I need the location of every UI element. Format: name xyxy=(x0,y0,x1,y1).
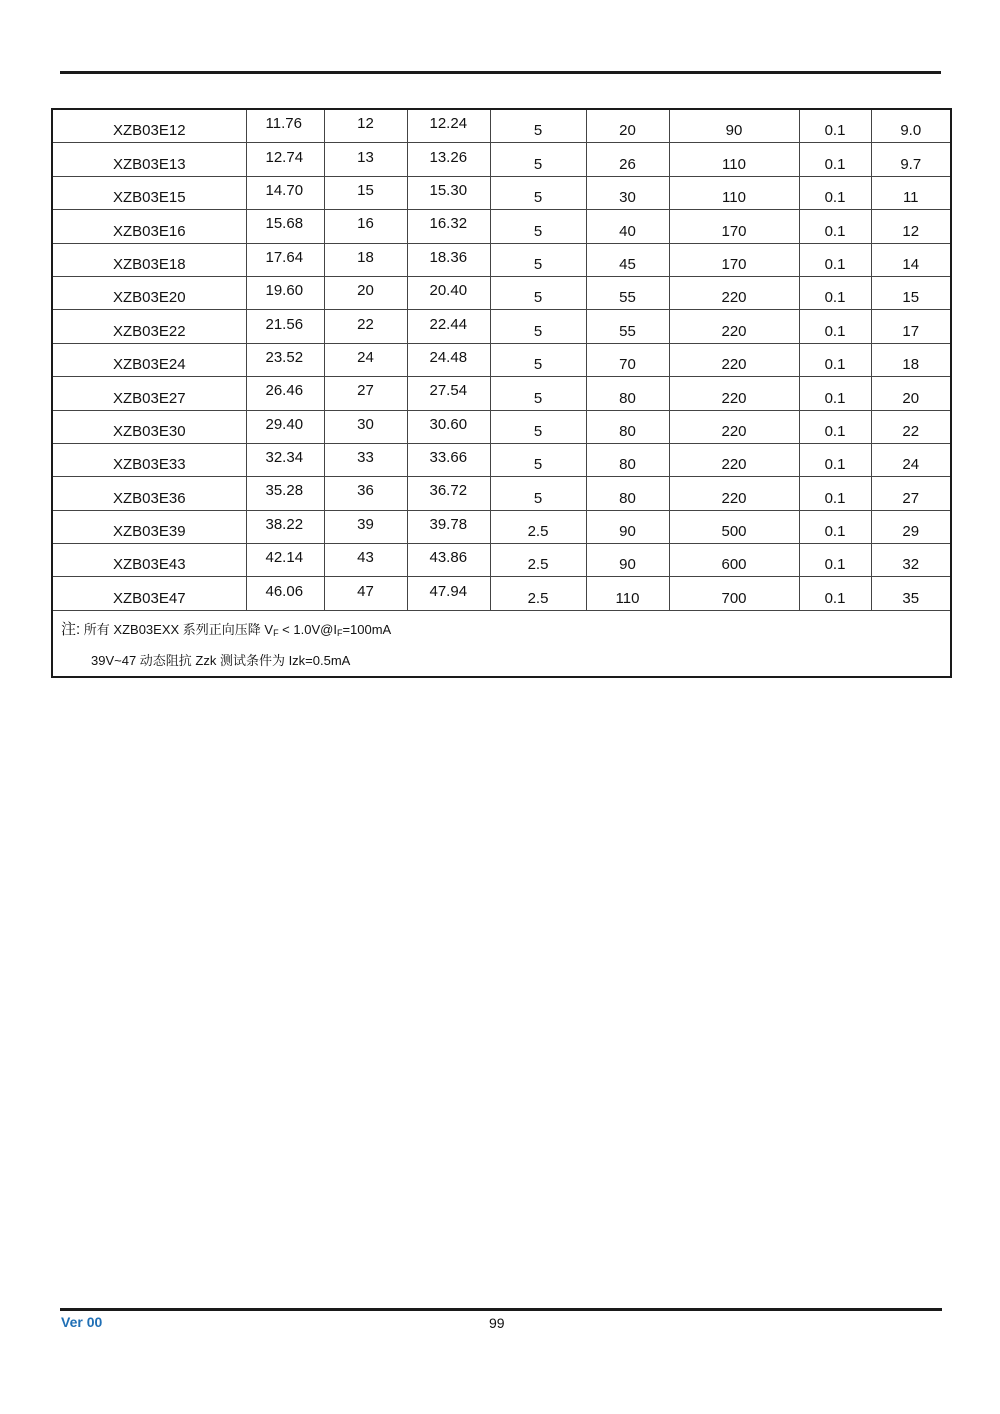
table-cell: 12 xyxy=(324,109,407,143)
page-number: 99 xyxy=(489,1315,505,1331)
table-cell: 12.74 xyxy=(246,143,324,176)
table-cell: 27 xyxy=(324,377,407,410)
table-cell: 0.1 xyxy=(799,276,871,309)
table-cell: 20 xyxy=(586,109,669,143)
table-cell: 39 xyxy=(324,510,407,543)
table-cell: 90 xyxy=(586,544,669,577)
table-cell: 9.0 xyxy=(871,109,951,143)
table-row xyxy=(52,143,951,176)
table-cell: 33 xyxy=(324,443,407,476)
table-cell: 0.1 xyxy=(799,210,871,243)
table-cell: 11 xyxy=(871,176,951,209)
note-line-2: 39V~47 动态阻抗 Zzk 测试条件为 Izk=0.5mA xyxy=(91,652,351,668)
table-row xyxy=(52,410,951,443)
part-number-cell: XZB03E22 xyxy=(52,310,246,343)
table-cell: 16 xyxy=(324,210,407,243)
note-line-1-suffix: =100mA xyxy=(342,621,392,637)
table-row xyxy=(52,109,951,143)
table-cell: 11.76 xyxy=(246,109,324,143)
table-cell: 22 xyxy=(871,410,951,443)
table-row xyxy=(52,443,951,476)
part-number-cell: XZB03E30 xyxy=(52,410,246,443)
table-cell: 2.5 xyxy=(490,577,586,610)
table-cell: 110 xyxy=(669,143,799,176)
table-cell: 5 xyxy=(490,109,586,143)
table-cell: 20 xyxy=(324,276,407,309)
part-number-cell: XZB03E43 xyxy=(52,544,246,577)
table-cell: 700 xyxy=(669,577,799,610)
note-cell xyxy=(52,610,951,677)
table-cell: 5 xyxy=(490,243,586,276)
note-subscript-if: F xyxy=(336,627,343,638)
table-cell: 220 xyxy=(669,343,799,376)
table-cell: 0.1 xyxy=(799,377,871,410)
table-cell: 33.66 xyxy=(407,443,490,476)
table-cell: 0.1 xyxy=(799,109,871,143)
table-cell: 30 xyxy=(324,410,407,443)
table-cell: 220 xyxy=(669,443,799,476)
table-cell: 90 xyxy=(586,510,669,543)
table-cell: 39.78 xyxy=(407,510,490,543)
part-number-cell: XZB03E27 xyxy=(52,377,246,410)
table-cell: 170 xyxy=(669,210,799,243)
table-cell: 0.1 xyxy=(799,510,871,543)
table-cell: 40 xyxy=(586,210,669,243)
table-cell: 5 xyxy=(490,477,586,510)
note-label: 注: xyxy=(61,620,81,638)
part-number-cell: XZB03E24 xyxy=(52,343,246,376)
table-cell: 15 xyxy=(871,276,951,309)
table-cell: 46.06 xyxy=(246,577,324,610)
footer-rule xyxy=(60,1308,942,1311)
table-row xyxy=(52,477,951,510)
note-subscript-vf: F xyxy=(273,627,279,638)
table-cell: 24.48 xyxy=(407,343,490,376)
table-cell: 55 xyxy=(586,276,669,309)
table-cell: 19.60 xyxy=(246,276,324,309)
table-cell: 18 xyxy=(871,343,951,376)
zener-spec-table xyxy=(51,108,952,678)
table-row xyxy=(52,243,951,276)
table-cell: 220 xyxy=(669,276,799,309)
table-cell: 18.36 xyxy=(407,243,490,276)
table-cell: 500 xyxy=(669,510,799,543)
table-cell: 23.52 xyxy=(246,343,324,376)
table-cell: 15.30 xyxy=(407,176,490,209)
header-rule xyxy=(60,71,941,74)
table-cell: 0.1 xyxy=(799,544,871,577)
table-cell: 0.1 xyxy=(799,443,871,476)
table-row xyxy=(52,210,951,243)
table-cell: 5 xyxy=(490,143,586,176)
table-cell: 5 xyxy=(490,276,586,309)
table-cell: 0.1 xyxy=(799,577,871,610)
table-cell: 45 xyxy=(586,243,669,276)
table-cell: 220 xyxy=(669,310,799,343)
table-cell: 22 xyxy=(324,310,407,343)
table-cell: 600 xyxy=(669,544,799,577)
table-cell: 0.1 xyxy=(799,176,871,209)
note-line-1-mid: < 1.0V@I xyxy=(278,621,337,637)
table-cell: 30.60 xyxy=(407,410,490,443)
part-number-cell: XZB03E39 xyxy=(52,510,246,543)
table-cell: 110 xyxy=(586,577,669,610)
table-cell: 15 xyxy=(324,176,407,209)
table-cell: 20 xyxy=(871,377,951,410)
table-cell: 17.64 xyxy=(246,243,324,276)
table-cell: 80 xyxy=(586,410,669,443)
table-cell: 220 xyxy=(669,477,799,510)
table-cell: 17 xyxy=(871,310,951,343)
table-cell: 2.5 xyxy=(490,510,586,543)
table-cell: 5 xyxy=(490,410,586,443)
table-cell: 0.1 xyxy=(799,243,871,276)
table-cell: 12.24 xyxy=(407,109,490,143)
table-cell: 14.70 xyxy=(246,176,324,209)
table-cell: 13 xyxy=(324,143,407,176)
table-cell: 5 xyxy=(490,343,586,376)
note-row xyxy=(52,610,951,677)
table-cell: 80 xyxy=(586,377,669,410)
table-cell: 24 xyxy=(324,343,407,376)
part-number-cell: XZB03E36 xyxy=(52,477,246,510)
table-cell: 32 xyxy=(871,544,951,577)
table-cell: 16.32 xyxy=(407,210,490,243)
table-cell: 110 xyxy=(669,176,799,209)
table-cell: 35 xyxy=(871,577,951,610)
table-cell: 26.46 xyxy=(246,377,324,410)
part-number-cell: XZB03E12 xyxy=(52,109,246,143)
table-cell: 36.72 xyxy=(407,477,490,510)
table-cell: 20.40 xyxy=(407,276,490,309)
table-cell: 0.1 xyxy=(799,410,871,443)
table-cell: 80 xyxy=(586,477,669,510)
table-cell: 21.56 xyxy=(246,310,324,343)
part-number-cell: XZB03E15 xyxy=(52,176,246,209)
table-cell: 47 xyxy=(324,577,407,610)
table-cell: 90 xyxy=(669,109,799,143)
table-cell: 5 xyxy=(490,310,586,343)
table-body xyxy=(52,109,951,610)
table-row xyxy=(52,176,951,209)
table-cell: 9.7 xyxy=(871,143,951,176)
table-row xyxy=(52,544,951,577)
part-number-cell: XZB03E20 xyxy=(52,276,246,309)
part-number-cell: XZB03E13 xyxy=(52,143,246,176)
table-cell: 12 xyxy=(871,210,951,243)
table-cell: 27.54 xyxy=(407,377,490,410)
table-row xyxy=(52,276,951,309)
table-cell: 13.26 xyxy=(407,143,490,176)
table-cell: 5 xyxy=(490,377,586,410)
table-row xyxy=(52,510,951,543)
table-cell: 55 xyxy=(586,310,669,343)
table-row xyxy=(52,310,951,343)
table-cell: 170 xyxy=(669,243,799,276)
table-cell: 30 xyxy=(586,176,669,209)
table-cell: 43.86 xyxy=(407,544,490,577)
part-number-cell: XZB03E47 xyxy=(52,577,246,610)
table-cell: 0.1 xyxy=(799,477,871,510)
table-cell: 2.5 xyxy=(490,544,586,577)
table-cell: 0.1 xyxy=(799,310,871,343)
table-cell: 26 xyxy=(586,143,669,176)
table-cell: 0.1 xyxy=(799,343,871,376)
table-cell: 29.40 xyxy=(246,410,324,443)
table-cell: 27 xyxy=(871,477,951,510)
table-row xyxy=(52,577,951,610)
table-cell: 29 xyxy=(871,510,951,543)
table-cell: 18 xyxy=(324,243,407,276)
table-cell: 24 xyxy=(871,443,951,476)
table-cell: 36 xyxy=(324,477,407,510)
table-cell: 38.22 xyxy=(246,510,324,543)
note-line-1 xyxy=(61,617,950,646)
part-number-cell: XZB03E33 xyxy=(52,443,246,476)
note-line-1-prefix: 所有 XZB03EXX 系列正向压降 V xyxy=(83,621,274,637)
table-cell: 15.68 xyxy=(246,210,324,243)
part-number-cell: XZB03E16 xyxy=(52,210,246,243)
table-row xyxy=(52,343,951,376)
table-cell: 5 xyxy=(490,443,586,476)
table-cell: 47.94 xyxy=(407,577,490,610)
table-cell: 5 xyxy=(490,176,586,209)
table-cell: 14 xyxy=(871,243,951,276)
table-cell: 22.44 xyxy=(407,310,490,343)
table-cell: 0.1 xyxy=(799,143,871,176)
table-cell: 43 xyxy=(324,544,407,577)
table-cell: 80 xyxy=(586,443,669,476)
table-row xyxy=(52,377,951,410)
table-cell: 220 xyxy=(669,410,799,443)
table-cell: 220 xyxy=(669,377,799,410)
table-cell: 70 xyxy=(586,343,669,376)
version-label: Ver 00 xyxy=(61,1314,103,1330)
table-cell: 42.14 xyxy=(246,544,324,577)
table-cell: 5 xyxy=(490,210,586,243)
table-cell: 32.34 xyxy=(246,443,324,476)
table-cell: 35.28 xyxy=(246,477,324,510)
part-number-cell: XZB03E18 xyxy=(52,243,246,276)
